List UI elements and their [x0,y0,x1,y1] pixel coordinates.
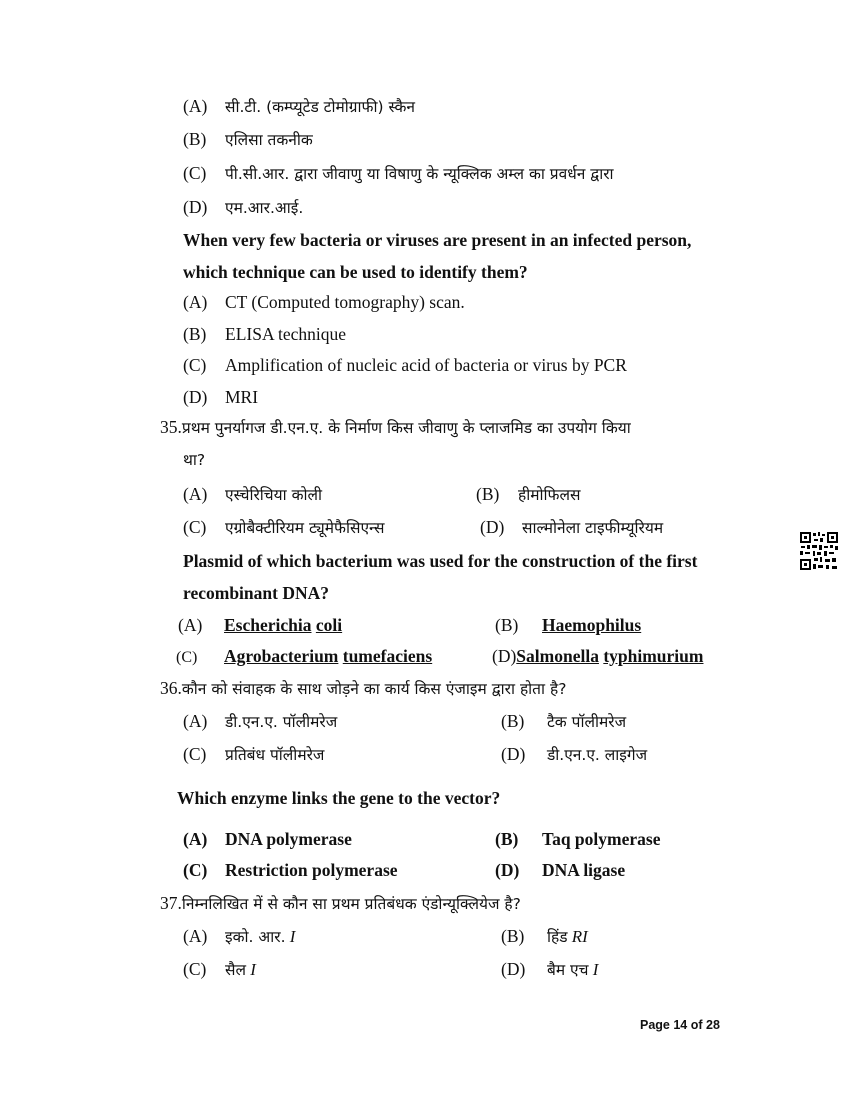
q34-hi-option-c: (C) पी.सी.आर. द्वारा जीवाणु या विषाणु के न्यूक्लिक अम्ल का प्रवर्धन द्वारा [183,163,614,183]
q34-en-option-d: (D) MRI [183,387,259,407]
q35-en-option-b: (B) Haemophilus [495,615,642,635]
qr-code-icon [799,531,839,571]
q36-hi-option-c: (C) प्रतिबंध पॉलीमरेज [183,744,325,764]
q34-en-option-c: (C) Amplification of nucleic acid of bacteria or virus by PCR [183,355,627,375]
q34-en-question-line1: When very few bacteria or viruses are present in an infected person, [183,230,692,250]
q36-en-option-c: (C) Restriction polymerase [183,860,398,880]
q35-en-option-d: (D)Salmonella typhimurium [492,646,704,666]
q36-en-option-d: (D) DNA ligase [495,860,626,880]
q36-hi-option-a: (A) डी.एन.ए. पॉलीमरेज [183,711,338,731]
q35-en-option-c: (C) Agrobacterium tumefaciens [176,646,433,666]
q34-en-option-b: (B) ELISA technique [183,324,347,344]
q35-hi-question-line1: 35.प्रथम पुनर्यागज डी.एन.ए. के निर्माण किस जीवाणु के प्लाजमिड का उपयोग किया [160,417,631,437]
q36-hi-option-b: (B) टैक पॉलीमरेज [501,711,627,731]
q35-en-option-a: (A) Escherichia coli [178,615,343,635]
page-number: Page 14 of 28 [640,1018,720,1032]
q35-en-question-line1: Plasmid of which bacterium was used for the construction of the first [183,551,698,571]
q37-option-a: (A) इको. आर. I [183,926,296,946]
q36-hi-question: 36.कौन को संवाहक के साथ जोड़ने का कार्य किस एंजाइम द्वारा होता है? [160,678,567,698]
q36-en-question: Which enzyme links the gene to the vector? [177,788,501,808]
q34-hi-option-a: (A) सी.टी. (कम्प्यूटेड टोमोग्राफी) स्कैन [183,96,416,116]
q36-en-option-a: (A) DNA polymerase [183,829,352,849]
q35-hi-option-c: (C) एग्रोबैक्टीरियम ट्यूमेफैसिएन्स [183,517,385,537]
q35-hi-option-d: (D) साल्मोनेला टाइफीम्यूरियम [480,517,664,537]
q34-en-question-line2: which technique can be used to identify them? [183,262,528,282]
q35-hi-option-a: (A) एस्चेरिचिया कोली [183,484,323,504]
q35-en-question-line2: recombinant DNA? [183,583,329,603]
q34-hi-option-d: (D) एम.आर.आई. [183,197,304,217]
q34-hi-option-b: (B) एलिसा तकनीक [183,129,313,149]
q36-en-option-b: (B) Taq polymerase [495,829,661,849]
q34-en-option-a: (A) CT (Computed tomography) scan. [183,292,465,312]
q37-option-d: (D) बैम एच I [501,959,599,979]
q37-hi-question: 37.निम्नलिखित में से कौन सा प्रथम प्रतिबंधक एंडोन्यूक्लियेज है? [160,893,521,913]
q35-hi-question-line2: था? [183,451,206,469]
q37-option-b: (B) हिंड RI [501,926,588,946]
q37-option-c: (C) सैल I [183,959,256,979]
q36-hi-option-d: (D) डी.एन.ए. लाइगेज [501,744,648,764]
q35-hi-option-b: (B) हीमोफिलस [476,484,581,504]
